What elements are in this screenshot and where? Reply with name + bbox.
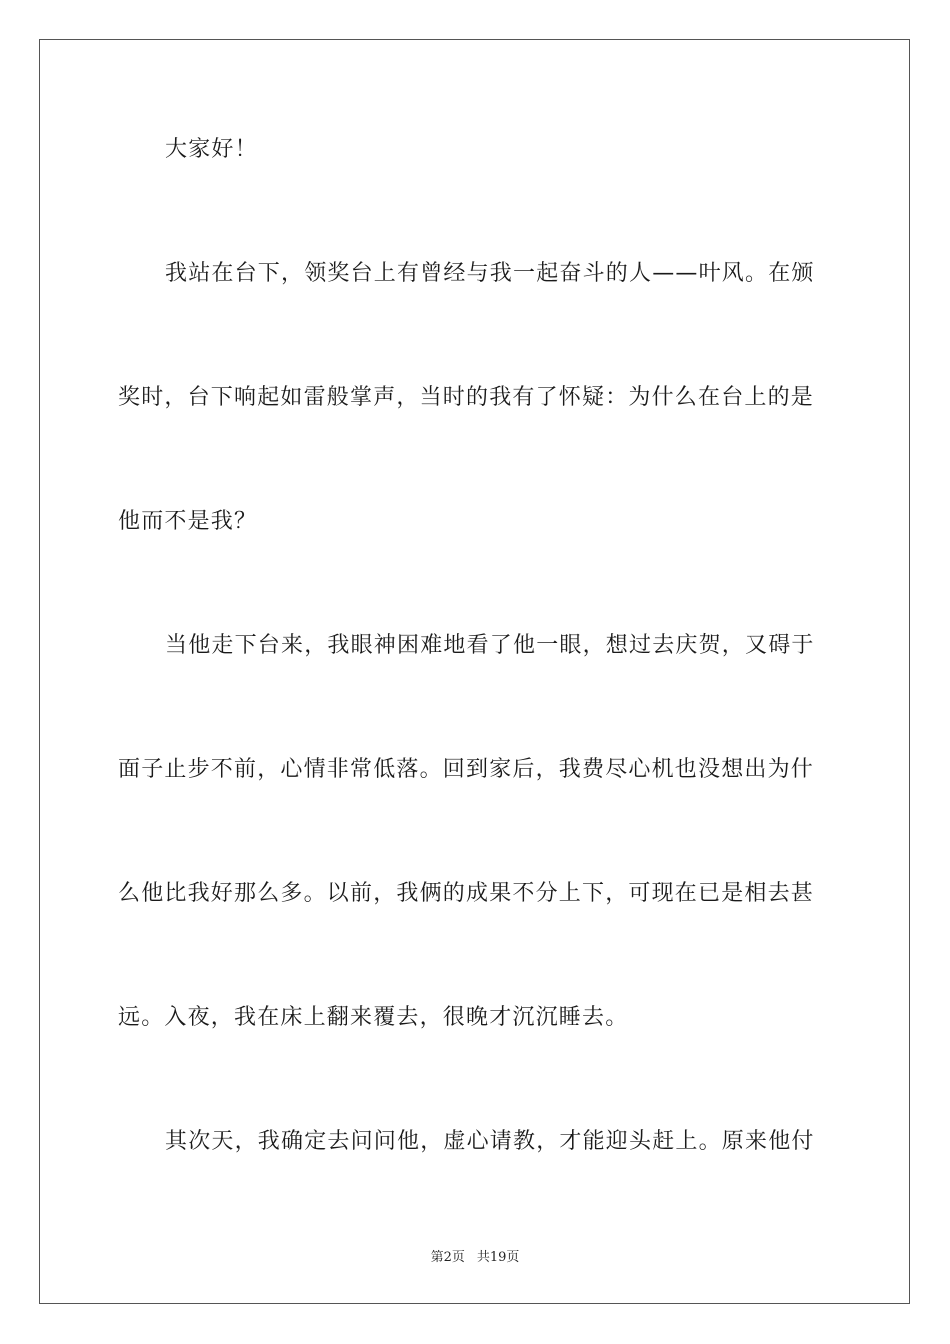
text-line-paragraph1-1: 我站在台下，领奖台上有曾经与我一起奋斗的人——叶风。在颁 [165,261,815,286]
page-footer [0,1249,950,1267]
page-number: 第2页 [430,1250,465,1265]
page-total: 共19页 [476,1250,520,1265]
text-line-paragraph2-4: 远。入夜，我在床上翻来覆去，很晚才沉沉睡去。 [118,1005,629,1030]
text-line-greeting: 大家好！ [165,137,258,162]
text-line-paragraph2-3: 么他比我好那么多。以前，我俩的成果不分上下，可现在已是相去甚 [118,881,815,906]
text-line-paragraph3-1: 其次天，我确定去问问他，虚心请教，才能迎头赶上。原来他付 [165,1129,815,1154]
text-line-paragraph2-1: 当他走下台来，我眼神困难地看了他一眼，想过去庆贺，又碍于 [165,633,815,658]
text-line-paragraph1-3: 他而不是我？ [118,509,258,534]
page-border [39,39,910,1304]
text-line-paragraph1-2: 奖时，台下响起如雷般掌声，当时的我有了怀疑：为什么在台上的是 [118,385,815,410]
text-line-paragraph2-2: 面子止步不前，心情非常低落。回到家后，我费尽心机也没想出为什 [118,757,815,782]
